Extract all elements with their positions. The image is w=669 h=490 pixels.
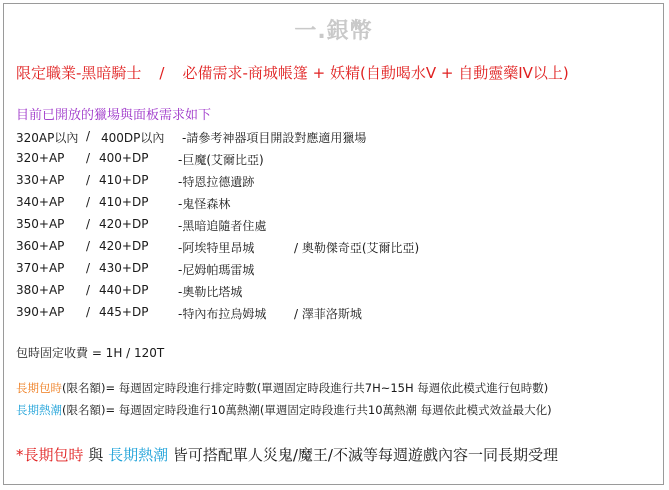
slash: / [86,239,91,253]
hunting-ground: -阿埃特里昂城 [178,241,255,255]
dp-value: 410+DP [99,195,149,209]
slash: / [86,217,91,231]
bottom-rest: 皆可搭配單人災鬼/魔王/不滅等每週遊戲內容一同長期受理 [168,446,558,464]
long-term-package-text: (限名額)= 每週固定時段進行排定時數(單週固定時段進行共7H~15H 每週依此模式進行包時數) [62,381,549,395]
note: -請參考神器項目開設對應適用獵場 [182,131,367,145]
hunting-ground: -尼姆帕瑪雷城 [178,263,255,277]
job-requirement: 限定職業-黑暗騎士 [16,64,142,82]
dp-value: 445+DP [99,305,149,319]
dp-value: 400DP以內 [101,131,165,145]
hunting-ground: -特恩拉德遺跡 [178,175,255,189]
ap-value: 380+AP [16,283,65,297]
slash: / [86,173,91,187]
document-frame [3,3,664,485]
fixed-fee: 包時固定收費 = 1H / 120T [16,346,165,360]
ap-value: 360+AP [16,239,65,253]
slash: / [86,129,91,143]
page-title: 一.銀幣 [294,19,373,44]
needs-requirement: 必備需求-商城帳篷 + 妖精(自動喝水V + 自動靈藥IV以上) [182,64,569,82]
hunting-ground-extra: / 澤菲洛斯城 [294,307,362,321]
ap-value: 320AP以內 [16,131,79,145]
ap-value: 320+AP [16,151,65,165]
bottom-burst-label: 長期熱潮 [108,446,169,464]
dp-value: 430+DP [99,261,149,275]
hunting-ground-extra: / 奧勒傑奇亞(艾爾比亞) [294,241,420,255]
requirement-separator: / [159,64,165,82]
ap-value: 350+AP [16,217,65,231]
slash: / [86,261,91,275]
hunting-ground: -巨魔(艾爾比亞) [178,153,264,167]
long-term-burst-line [16,402,552,418]
hunting-ground: -奧勒比塔城 [178,285,243,299]
dp-value: 400+DP [99,151,149,165]
long-term-burst-label: 長期熱潮 [16,403,62,417]
ap-value: 340+AP [16,195,65,209]
ap-value: 390+AP [16,305,65,319]
long-term-package-label: 長期包時 [16,381,62,395]
dp-value: 420+DP [99,217,149,231]
bottom-and: 與 [83,446,109,464]
dp-value: 420+DP [99,239,149,253]
dp-value: 440+DP [99,283,149,297]
bottom-note [16,444,558,465]
slash: / [86,151,91,165]
slash: / [86,283,91,297]
hunting-ground: -特內布拉烏姆城 [178,307,267,321]
dp-value: 410+DP [99,173,149,187]
hunting-ground: -鬼怪森林 [178,197,231,211]
bottom-package-label: *長期包時 [16,446,84,464]
slash: / [86,305,91,319]
hunting-ground: -黑暗追隨者住處 [178,219,267,233]
long-term-package-line [16,380,548,396]
slash: / [86,195,91,209]
hunting-grounds-heading: 目前已開放的獵場與面板需求如下 [16,108,212,123]
requirement-line [16,62,569,83]
ap-value: 330+AP [16,173,65,187]
ap-value: 370+AP [16,261,65,275]
long-term-burst-text: (限名額)= 每週固定時段進行10萬熱潮(單週固定時段進行共10萬熱潮 每週依此模式效益最大化) [62,403,552,417]
